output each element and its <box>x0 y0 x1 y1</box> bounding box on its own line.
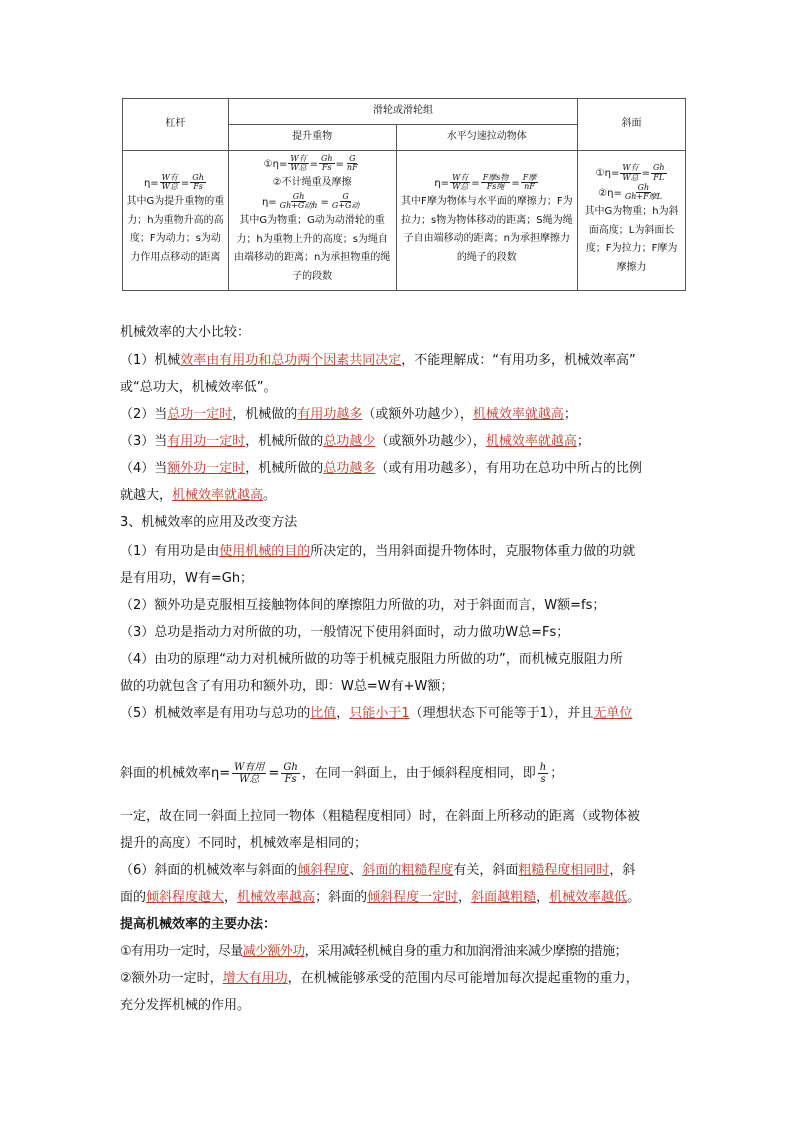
key-phrase: 有用功越多 <box>297 407 363 422</box>
incline-formula-1: ①η= $\frac{\text{W有}}{\text{W总}}$ = $\frac{Gh}{FL}$ <box>595 163 665 182</box>
item-1-line-1: （1）有用功是由使用机械的目的所决定的，当用斜面提升物体时，克服物体重力做的功就 <box>120 544 636 559</box>
frac: $\frac{h}{s}$ <box>539 762 547 785</box>
key-phrase: 机械效率越低 <box>549 890 628 905</box>
header-drag: 水平匀速拉动物体 <box>396 125 578 151</box>
header-lever: 杠杆 <box>123 99 229 151</box>
frac: $\frac{Gh}{\text{Gh+G动h}}$ <box>279 191 318 211</box>
key-phrase: 额外功一定时 <box>167 461 246 476</box>
method-2-line-1: ②额外功一定时，增大有用功，在机械能够承受的范围内尽可能增加每次提起重物的重力， <box>120 971 639 986</box>
key-phrase: 有用功一定时 <box>167 434 246 449</box>
item-6-line-2: 面的倾斜程度越大，机械效率越高；斜面的倾斜程度一定时，斜面越粗糙，机械效率越低。 <box>120 890 641 905</box>
key-phrase: 只能小于1 <box>349 706 410 721</box>
header-incline: 斜面 <box>578 99 686 151</box>
item-1-line-2: 是有用功，W有=Gh； <box>120 571 254 586</box>
lever-formula: η= $\frac{\text{W有}}{\text{W总}}$ = $\frac{Gh}{Fs}$ <box>143 172 204 192</box>
item-5-cont-line-2: 提升的高度）不同时，机械效率是相同的； <box>120 836 368 851</box>
key-phrase: 效率由有用功和总功两个因素共同决定 <box>180 353 402 368</box>
drag-description: 其中F摩为物体与水平面的摩擦力；F为拉力；s物为物体移动的距离；S绳为绳子自由端移动的距离；n为承担摩擦力的绳子的段数 <box>401 196 573 263</box>
key-phrase: 总功越少 <box>323 434 376 449</box>
key-phrase: 倾斜程度一定时 <box>367 890 459 905</box>
frac: $\frac{Gh}{\text{Gh+F摩L}}$ <box>624 182 662 202</box>
header-lift: 提升重物 <box>228 125 396 151</box>
incline-efficiency-formula-line: 斜面的机械效率η= $\frac{\text{W有用}}{\text{W总}}$ = $\frac{Gh}{Fs}$ ，在同一斜面上，由于倾斜程度相同，即 $\frac{h}{s}$ ； <box>120 762 564 785</box>
incline-formula-2: ②η= $\frac{Gh}{\text{Gh+F摩L}}$ <box>598 182 662 202</box>
lift-formula-2: η= $\frac{Gh}{\text{Gh+G动h}}$ = $\frac{G}{\text{G+G动}}$ <box>261 191 360 211</box>
item-4-line-1: （4）由功的原理“动力对机械所做的功等于机械克服阻力所做的功”，而机械克服阻力所 <box>120 652 623 667</box>
cell-incline <box>578 151 686 291</box>
lift-description: 其中G为物重；G动为动滑轮的重力；h为重物上升的高度；s为绳自由端移动的距离；n为承担物重的绳子的段数 <box>233 215 391 282</box>
key-phrase: 总功越多 <box>323 461 376 476</box>
lift-condition: ②不计绳重及摩擦 <box>272 177 352 189</box>
drag-formula: η= $\frac{\text{W有}}{\text{W总}}$ = $\frac{\text{F摩s物}}{\text{Fs绳}}$ = $\frac{\text{F摩}}{nF}$ <box>434 172 537 192</box>
cell-lift <box>228 151 396 291</box>
key-phrase: 增大有用功 <box>222 971 288 986</box>
frac: $\frac{Gh}{FL}$ <box>652 163 665 182</box>
key-phrase: 总功一定时 <box>167 407 233 422</box>
key-phrase: 比值 <box>310 706 337 721</box>
item-3: （3）总功是指动力对所做的功，一般情况下使用斜面时，动力做功W总=Fs； <box>120 625 570 640</box>
frac: $\frac{G}{\text{G+G动}}$ <box>331 191 360 211</box>
item-2: （2）额外功是克服相互接触物体间的摩擦阻力所做的功，对于斜面而言，W额=fs； <box>120 598 606 613</box>
frac: $\frac{\text{F摩}}{nF}$ <box>522 172 537 192</box>
item-5-cont-line-1: 一定，故在同一斜面上拉同一物体（粗糙程度相同）时，在斜面上所移动的距离（或物体被 <box>120 809 641 824</box>
item-4-line-2: 做的功就包含了有用功和额外功，即：W总=W有+W额； <box>120 679 454 694</box>
item-6-line-1: （6）斜面的机械效率与斜面的倾斜程度、斜面的粗糙程度有关，斜面粗糙程度相同时，斜 <box>120 863 636 878</box>
frac: $\frac{\text{W有}}{\text{W总}}$ <box>290 154 307 173</box>
frac: $\frac{\text{W有}}{\text{W总}}$ <box>452 172 469 192</box>
table-header-row <box>123 99 686 125</box>
lift-formula-1: ①η= $\frac{\text{W有}}{\text{W总}}$ = $\frac{Gh}{Fs}$ = $\frac{G}{nF}$ <box>263 154 358 173</box>
key-phrase: 机械效率就越高 <box>172 488 264 503</box>
frac: $\frac{Gh}{Fs}$ <box>192 172 204 192</box>
frac: $\frac{\text{F摩s物}}{\text{Fs绳}}$ <box>482 172 509 192</box>
method-2-line-2: 充分发挥机械的作用。 <box>120 998 251 1013</box>
key-phrase: 倾斜程度越大 <box>146 890 225 905</box>
key-phrase: 无单位 <box>593 706 633 721</box>
improve-heading: 提高机械效率的主要办法： <box>120 917 277 932</box>
paragraph-3: （3）当有用功一定时，机械所做的总功越少（或额外功越少），机械效率就越高； <box>120 434 590 449</box>
table-body-row <box>123 151 686 291</box>
paragraph-2: （2）当总功一定时，机械做的有用功越多（或额外功越少），机械效率就越高； <box>120 407 577 422</box>
key-phrase: 倾斜程度 <box>297 863 350 878</box>
frac: $\frac{\text{W有}}{\text{W总}}$ <box>622 163 639 182</box>
lever-description: 其中G为提升重物的重力；h为重物升高的高度；F为动力；s为动力作用点移动的距离 <box>126 196 225 263</box>
frac: $\frac{Gh}{Fs}$ <box>283 762 298 785</box>
compare-heading: 机械效率的大小比较： <box>120 325 251 340</box>
paragraph-4-line-1: （4）当额外功一定时，机械所做的总功越多（或有用功越多），有用功在总功中所占的比例 <box>120 461 642 476</box>
key-phrase: 减少额外功 <box>242 944 305 959</box>
key-phrase: 机械效率就越高 <box>472 407 564 422</box>
frac: $\frac{G}{nF}$ <box>346 154 358 173</box>
paragraph-4-line-2: 就越大，机械效率就越高。 <box>120 488 277 503</box>
frac: $\frac{\text{W有用}}{\text{W总}}$ <box>234 762 265 785</box>
efficiency-table <box>122 98 686 291</box>
item-5: （5）机械效率是有用功与总功的比值，只能小于1（理想状态下可能等于1），并且无单位 <box>120 706 633 721</box>
key-phrase: 使用机械的目的 <box>219 544 311 559</box>
key-phrase: 机械效率越高 <box>237 890 316 905</box>
cell-drag <box>396 151 578 291</box>
key-phrase: 斜面越粗糙 <box>471 890 537 905</box>
paragraph-1-line-2: 或“总功大，机械效率低”。 <box>120 380 277 395</box>
paragraph-1-line-1: （1）机械效率由有用功和总功两个因素共同决定，不能理解成：“有用功多，机械效率高” <box>120 353 636 368</box>
key-phrase: 机械效率就越高 <box>485 434 577 449</box>
incline-description: 其中G为物重；h为斜面高度；L为斜面长度；F为拉力；F摩为摩擦力 <box>584 206 679 273</box>
key-phrase: 斜面的粗糙程度 <box>362 863 454 878</box>
frac: $\frac{Gh}{Fs}$ <box>320 154 333 173</box>
header-pulley: 滑轮或滑轮组 <box>228 99 577 125</box>
frac: $\frac{\text{W有}}{\text{W总}}$ <box>161 172 178 192</box>
method-1: ①有用功一定时，尽量减少额外功，采用减轻机械自身的重力和加润滑油来减少摩擦的措施； <box>120 944 628 959</box>
section-3-heading: 3、机械效率的应用及改变方法 <box>120 515 298 530</box>
key-phrase: 粗糙程度相同时 <box>518 863 610 878</box>
cell-lever <box>123 151 229 291</box>
